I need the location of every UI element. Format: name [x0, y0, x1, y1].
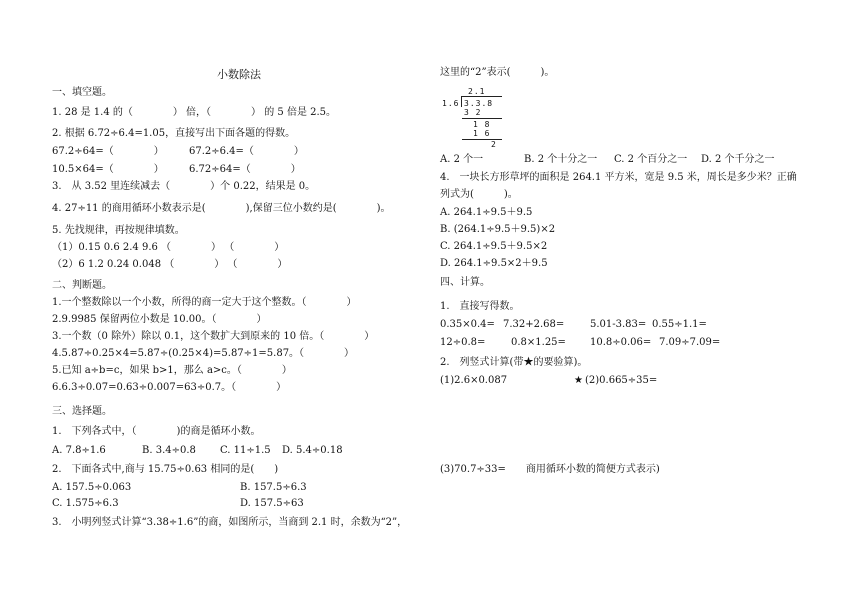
fill-q2c: 10.5×64=（ ） [52, 164, 164, 175]
fill-q5b: （2）6 1.2 0.24 0.048 （ ） （ ） [52, 259, 288, 270]
calc-row1-item2: 7.32+2.68= [503, 319, 565, 330]
fill-q2b: 67.2÷6.4=（ ） [189, 146, 304, 157]
calc-q1: 1. 直接写得数。 [440, 301, 520, 312]
section-4-heading: 四、计算。 [440, 277, 490, 288]
division-dividend: 3.3.8 [464, 99, 494, 108]
calc-q2b: (2)0.665÷35= [585, 375, 658, 386]
calc-row2-item2: 0.8×1.25= [511, 337, 566, 348]
choice-q4-option-d: D. 264.1÷9.5×2＋9.5 [440, 258, 548, 269]
judge-q3: 3.一个数（0 除外）除以 0.1，这个数扩大到原来的 10 倍。（ ） [52, 331, 375, 342]
calc-row2-item1: 12÷0.8= [440, 337, 486, 348]
choice-q2-option-c: C. 1.575÷6.3 [52, 498, 119, 509]
fill-q2d: 6.72÷64=（ ） [189, 164, 301, 175]
choice-q2: 2. 下面各式中,商与 15.75÷0.63 相同的是( ) [52, 464, 279, 475]
choice-q1: 1. 下列各式中，（ )的商是循环小数。 [52, 426, 261, 437]
choice-q1-option-b: B. 3.4÷0.8 [142, 445, 196, 456]
choice-q2-option-a: A. 157.5÷0.063 [52, 482, 132, 493]
fill-q5: 5. 先找规律，再按规律填数。 [52, 225, 185, 236]
choice-q4-continuation: 列式为( )。 [440, 189, 518, 200]
choice-q4-option-a: A. 264.1÷9.5＋9.5 [440, 207, 533, 218]
judge-q5: 5.已知 a÷b=c，如果 b>1，那么 a>c。（ ） [52, 365, 292, 376]
choice-q3-option-d: D. 2 个千分之一 [701, 154, 775, 165]
fill-q2: 2. 根据 6.72÷6.4=1.05，直接写出下面各题的得数。 [52, 128, 296, 139]
choice-q4-option-c: C. 264.1÷9.5＋9.5×2 [440, 241, 548, 252]
calc-q2: 2. 列竖式计算(带★的要验算)。 [440, 357, 588, 368]
long-division-figure [440, 87, 510, 147]
choice-q3-option-a: A. 2 个一 [440, 154, 484, 165]
calc-row1-item1: 0.35×0.4= [440, 319, 495, 330]
choice-q3-continuation: 这里的“2”表示( )。 [440, 67, 555, 78]
calc-row1-item4: 0.55÷1.1= [652, 319, 707, 330]
division-divisor: 1.6 [442, 99, 460, 108]
star-icon: ★ [574, 375, 583, 386]
choice-q3-option-b: B. 2 个十分之一 [524, 154, 598, 165]
calc-q2a: (1)2.6×0.087 [440, 375, 508, 386]
division-step-2: 1 8 [473, 120, 491, 129]
page-title: 小数除法 [217, 68, 261, 81]
judge-q1: 1.一个整数除以一个小数，所得的商一定大于这个整数。（ ） [52, 297, 357, 308]
choice-q4: 4. 一块长方形草坪的面积是 264.1 平方米，宽是 9.5 米，周长是多少米？正确 [440, 172, 797, 183]
calc-row2-item3: 10.8÷0.06= [590, 337, 652, 348]
choice-q1-option-a: A. 7.8÷1.6 [52, 445, 106, 456]
judge-q2: 2.9.9985 保留两位小数是 10.00。（ ） [52, 314, 267, 325]
calc-row2-item4: 7.09÷7.09= [659, 337, 721, 348]
fill-q2a: 67.2÷64=（ ） [52, 146, 164, 157]
fill-q3: 3. 从 3.52 里连续减去（ ）个 0.22，结果是 0。 [52, 181, 316, 192]
section-1-heading: 一、填空题。 [52, 87, 112, 98]
choice-q1-option-c: C. 11÷1.5 [220, 445, 271, 456]
section-3-heading: 三、选择题。 [52, 406, 112, 417]
choice-q2-option-b: B. 157.5÷6.3 [240, 482, 307, 493]
choice-q4-option-b: B. (264.1÷9.5＋9.5)×2 [440, 224, 556, 235]
judge-q6: 6.6.3÷0.07=0.63÷0.007=63÷0.7。（ ） [52, 382, 287, 393]
choice-q3-option-c: C. 2 个百分之一 [614, 154, 688, 165]
fill-q4: 4. 27÷11 的商用循环小数表示是( ),保留三位小数约是( )。 [52, 203, 391, 214]
calc-row1-item3: 5.01-3.83= [590, 319, 647, 330]
fill-q5a: （1）0.15 0.6 2.4 9.6 （ ） （ ） [52, 242, 285, 253]
choice-q2-option-d: D. 157.5÷63 [240, 498, 304, 509]
choice-q1-option-d: D. 5.4÷0.18 [282, 445, 343, 456]
fill-q1: 1. 28 是 1.4 的（ ） 倍，（ ） 的 5 倍是 2.5。 [52, 107, 337, 118]
division-step-3: 1 6 [473, 129, 491, 138]
division-quotient: 2.1 [468, 87, 486, 96]
choice-q3: 3. 小明列竖式计算“3.38÷1.6”的商，如图所示，当商到 2.1 时，余数为“2”， [52, 517, 408, 528]
division-remainder: 2 [491, 140, 497, 149]
section-2-heading: 二、判断题。 [52, 280, 112, 291]
division-step-1: 3 2 [464, 108, 482, 117]
calc-q2c: (3)70.7÷33= 商用循环小数的简便方式表示) [440, 464, 660, 475]
judge-q4: 4.5.87÷0.25×4=5.87÷(0.25×4)=5.87÷1=5.87。（ ） [52, 348, 355, 359]
